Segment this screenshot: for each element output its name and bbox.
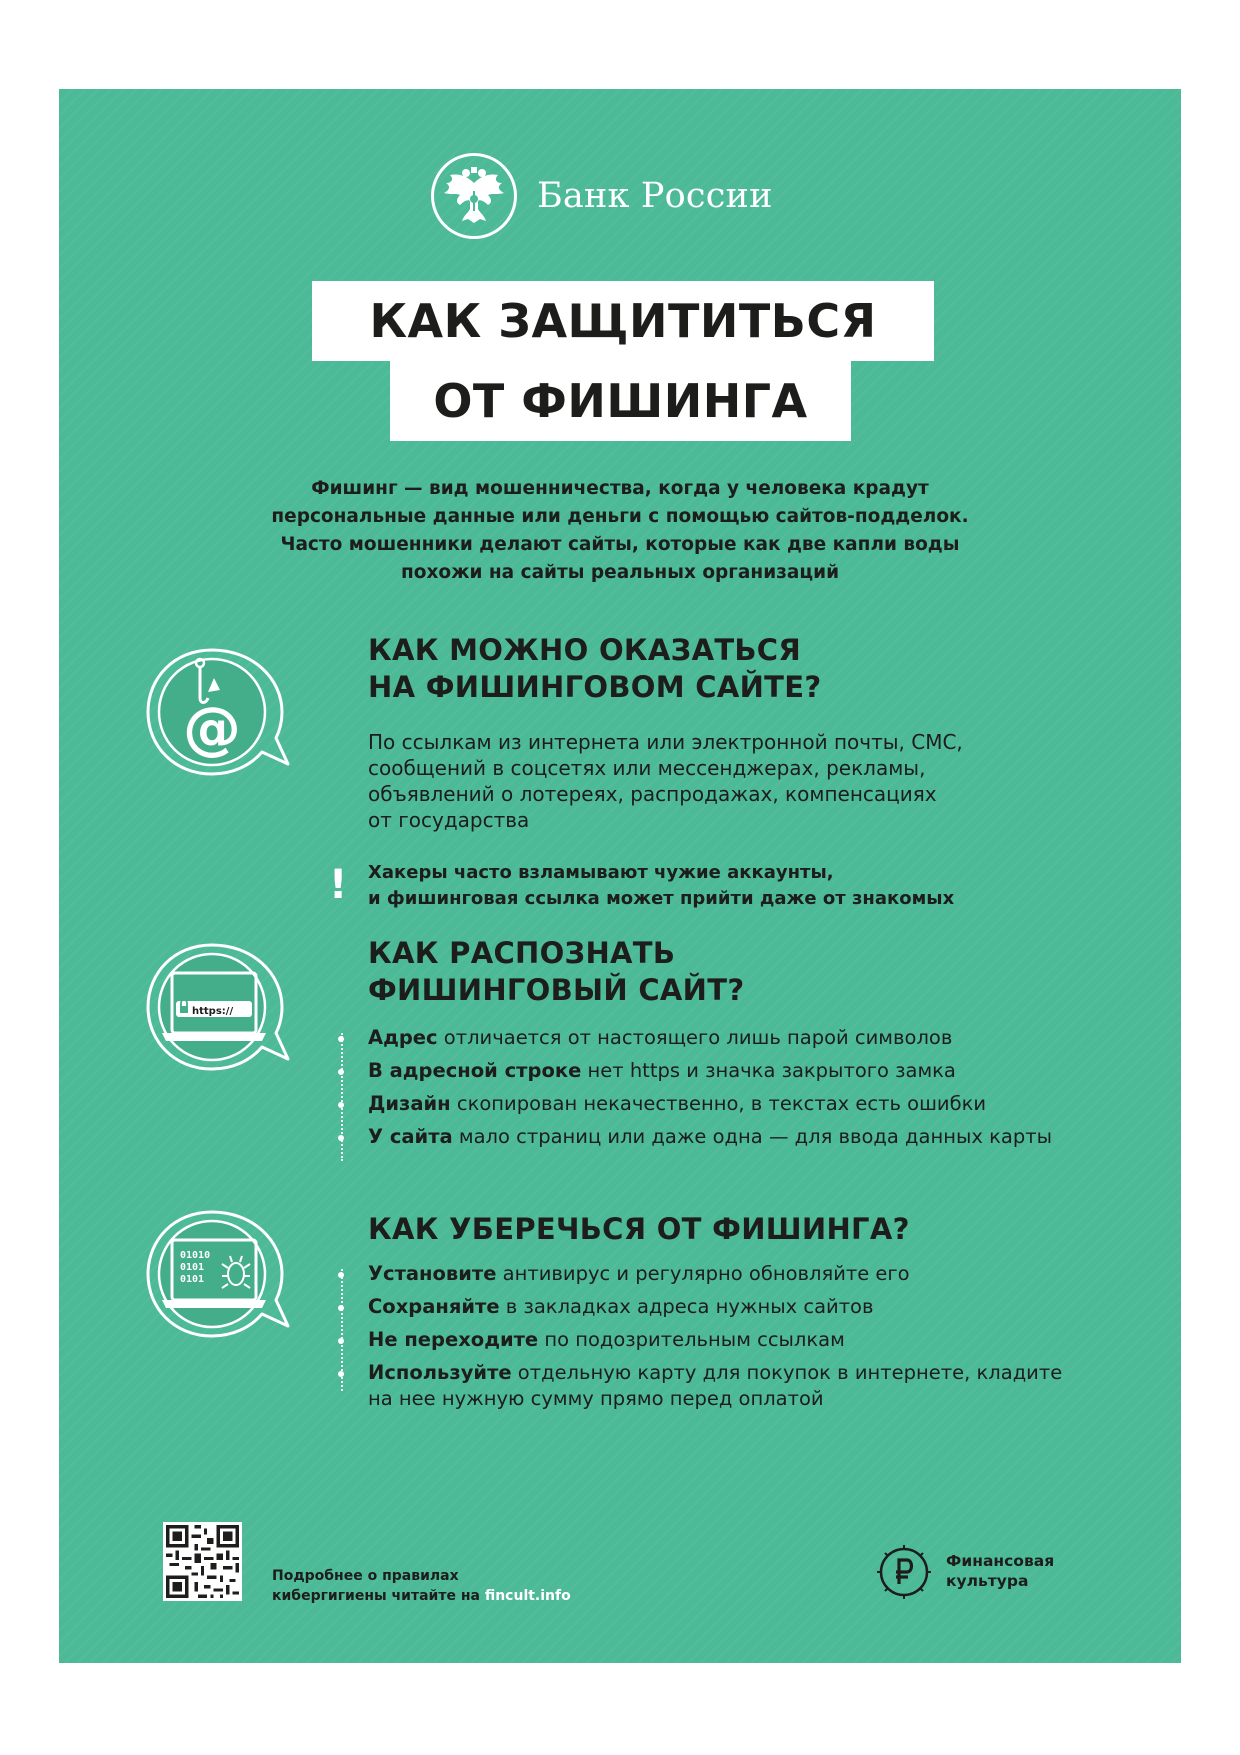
- https-label: https://: [192, 1006, 234, 1017]
- section2-dotted-line: [341, 1033, 343, 1161]
- fincult-brand-line: культура: [946, 1572, 1029, 1590]
- section1-text-line: сообщений в соцсетях или мессенджерах, рекламы,: [368, 756, 926, 780]
- ruble-circle-icon: [876, 1544, 932, 1600]
- qr-code-icon[interactable]: [163, 1522, 242, 1601]
- fincult-brand-line: Финансовая: [946, 1552, 1055, 1570]
- section1-heading-line: КАК МОЖНО ОКАЗАТЬСЯ: [368, 633, 802, 667]
- bank-name: Банк России: [537, 176, 773, 216]
- section1-heading: [368, 632, 821, 706]
- section3-bullet-list: [368, 1261, 1088, 1419]
- intro-line: Часто мошенники делают сайты, которые как две капли воды: [280, 534, 960, 555]
- code-line: 0101: [180, 1262, 205, 1273]
- intro-paragraph: [209, 475, 1031, 587]
- section1-heading-line: НА ФИШИНГОВОМ САЙТЕ?: [368, 670, 822, 704]
- section2-heading-line: ФИШИНГОВЫЙ САЙТ?: [368, 973, 745, 1007]
- footer-note: [272, 1566, 571, 1606]
- fincult-brand: [946, 1551, 1054, 1591]
- footer-line: Подробнее о правилах: [272, 1568, 459, 1584]
- section2-heading-line: КАК РАСПОЗНАТЬ: [368, 936, 676, 970]
- poster: [59, 89, 1181, 1663]
- intro-line: похожи на сайты реальных организаций: [400, 562, 840, 583]
- warning-note: [368, 860, 954, 912]
- intro-line: Фишинг — вид мошенничества, когда у человека крадут: [311, 478, 929, 499]
- footer-line: кибергигиены читайте на fincult.info: [272, 1588, 571, 1604]
- section2-bullet-list: [368, 1025, 1088, 1157]
- page-title-line-1: КАК ЗАЩИТИТЬСЯ: [312, 281, 934, 361]
- list-item: У сайта мало страниц или даже одна — для ввода данных карты: [368, 1124, 1088, 1150]
- warning-line: Хакеры часто взламывают чужие аккаунты,: [368, 862, 834, 883]
- bank-logo: [431, 151, 773, 241]
- list-item: В адресной строке нет https и значка закрытого замка: [368, 1058, 1088, 1084]
- list-item: Используйте отдельную карту для покупок в интернете, кладите на нее нужную сумму прямо перед оплатой: [368, 1360, 1088, 1412]
- page-title-line-2: ОТ ФИШИНГА: [390, 361, 851, 441]
- section2-heading: [368, 935, 744, 1009]
- exclamation-icon: !: [329, 862, 348, 908]
- code-line: 01010: [180, 1250, 211, 1261]
- warning-line: и фишинговая ссылка может прийти даже от знакомых: [368, 888, 955, 909]
- laptop-https-icon: [142, 937, 302, 1091]
- svg-text:@: @: [183, 694, 241, 762]
- list-item: Сохраняйте в закладках адреса нужных сайтов: [368, 1294, 1088, 1320]
- section1-text-line: По ссылкам из интернета или электронной почты, СМС,: [368, 730, 963, 754]
- section1-text: [368, 729, 1088, 833]
- list-item: Дизайн скопирован некачественно, в текстах есть ошибки: [368, 1091, 1088, 1117]
- list-item: Установите антивирус и регулярно обновляйте его: [368, 1261, 1088, 1287]
- hook-at-sign-icon: [142, 642, 302, 796]
- list-item: Адрес отличается от настоящего лишь парой символов: [368, 1025, 1088, 1051]
- intro-line: персональные данные или деньги с помощью сайтов-подделок.: [271, 506, 969, 527]
- section1-text-line: от государства: [368, 808, 530, 832]
- fincult-link[interactable]: fincult.info: [484, 1588, 571, 1604]
- section1-text-line: объявлений о лотереях, распродажах, компенсациях: [368, 782, 937, 806]
- list-item: Не переходите по подозрительным ссылкам: [368, 1327, 1088, 1353]
- section3-heading: КАК УБЕРЕЧЬСЯ ОТ ФИШИНГА?: [368, 1212, 910, 1246]
- laptop-bug-icon: [142, 1204, 302, 1358]
- double-headed-eagle-icon: [431, 153, 517, 239]
- code-line: 0101: [180, 1274, 205, 1285]
